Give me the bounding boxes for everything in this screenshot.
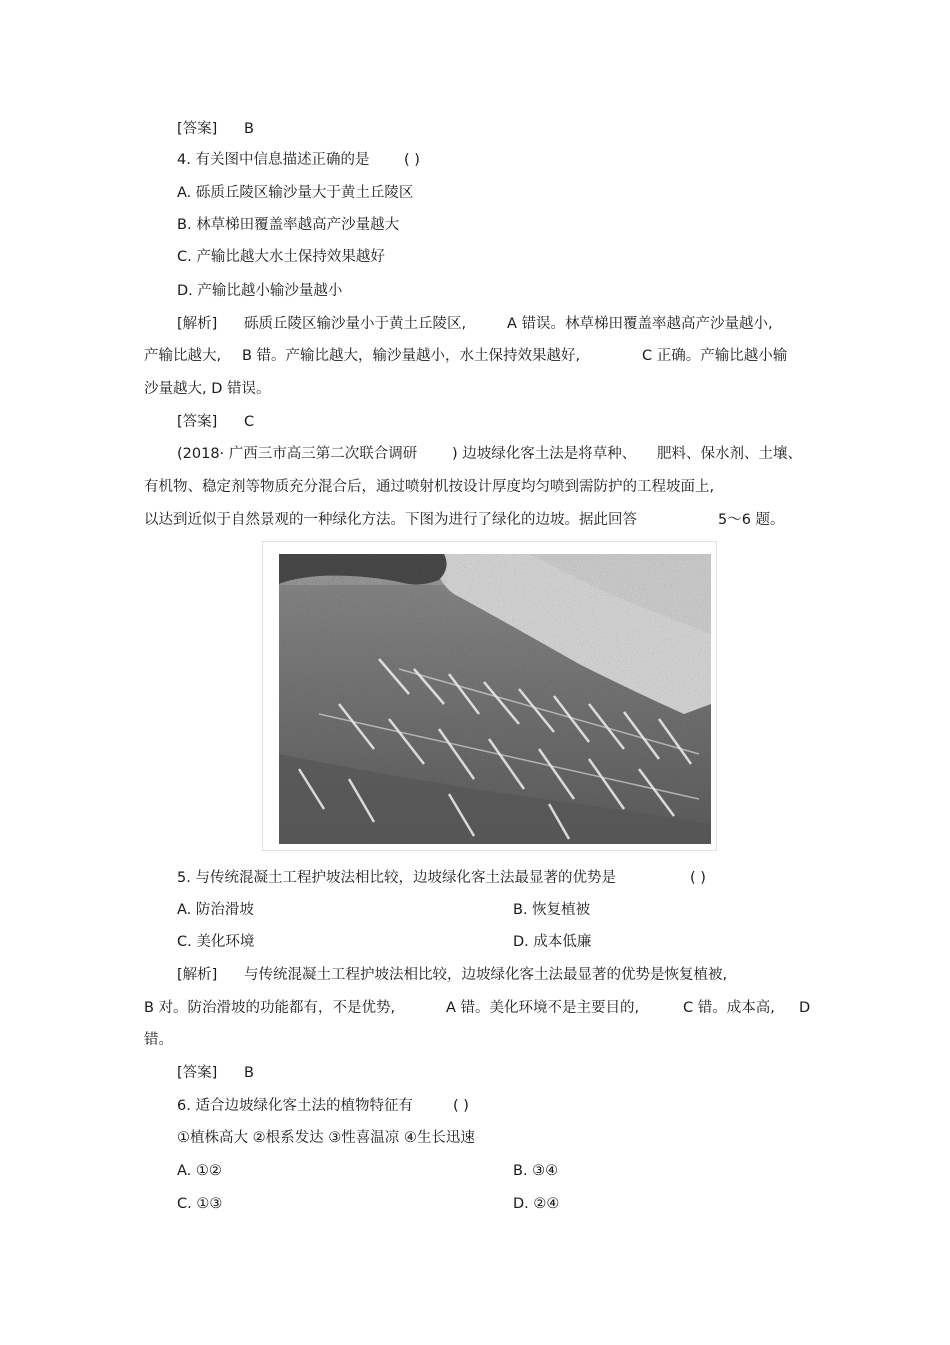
q5-option-c: C. 美化环境 — [177, 934, 255, 950]
q5-option-b: B. 恢复植被 — [513, 902, 591, 918]
slope-figure — [262, 541, 717, 851]
q4-analysis-text: 砾质丘陵区输沙量小于黄土丘陵区, — [244, 316, 467, 332]
answer-label: [答案] — [177, 414, 218, 430]
q6-option-b: B. ③④ — [513, 1163, 559, 1179]
q4-analysis-text: A 错误。林草梯田覆盖率越高产沙量越小, — [507, 316, 773, 332]
q4-option-b: B. 林草梯田覆盖率越高产沙量越大 — [177, 217, 400, 233]
q4-analysis-text: B 错。产输比越大，输沙量越小，水土保持效果越好, — [242, 348, 581, 364]
q6-option-a: A. ①② — [177, 1163, 222, 1179]
q4-analysis-label: [解析] — [177, 316, 218, 332]
passage-text: 5～6 题。 — [718, 512, 785, 528]
q4-analysis-text: C 正确。产输比越小输 — [642, 348, 788, 364]
q4-stem: 4. 有关图中信息描述正确的是 — [177, 152, 370, 168]
q5-analysis-text: B 对。防治滑坡的功能都有，不是优势, — [144, 1000, 396, 1016]
q6-stem: 6. 适合边坡绿化客土法的植物特征有 — [177, 1098, 413, 1114]
passage-text: ) 边坡绿化客土法是将草种、 — [452, 446, 637, 462]
q6-items: ①植株高大 ②根系发达 ③性喜温凉 ④生长迅速 — [177, 1130, 475, 1146]
q4-option-d: D. 产输比越小输沙量越小 — [177, 283, 343, 299]
q5-stem: 5. 与传统混凝土工程护坡法相比较，边坡绿化客土法最显著的优势是 — [177, 870, 616, 886]
q5-analysis-text: A 错。美化环境不是主要目的, — [446, 1000, 640, 1016]
q6-answer-paren: ( ) — [453, 1098, 469, 1114]
q5-answer-paren: ( ) — [690, 870, 706, 886]
q5-option-d: D. 成本低廉 — [513, 934, 592, 950]
q5-analysis-text: 错。 — [144, 1032, 173, 1048]
q6-option-c: C. ①③ — [177, 1196, 223, 1212]
q5-analysis-text: C 错。成本高, — [683, 1000, 775, 1016]
passage-text: 有机物、稳定剂等物质充分混合后，通过喷射机按设计厚度均匀喷到需防护的工程坡面上, — [144, 479, 715, 495]
slope-photo-icon — [279, 554, 711, 844]
answer-value: B — [244, 121, 254, 137]
q4-analysis-text: 产输比越大, — [144, 348, 222, 364]
passage-text: 肥料、保水剂、土壤、 — [657, 446, 802, 462]
passage-text: 以达到近似于自然景观的一种绿化方法。下图为进行了绿化的边坡。据此回答 — [144, 512, 637, 528]
answer-label: [答案] — [177, 1065, 218, 1081]
answer-value: C — [244, 414, 255, 430]
answer-label: [答案] — [177, 121, 218, 137]
passage-text: (2018· 广西三市高三第二次联合调研 — [177, 446, 418, 462]
q4-analysis-text: 沙量越大, D 错误。 — [144, 381, 271, 397]
q6-option-d: D. ②④ — [513, 1196, 560, 1212]
q5-option-a: A. 防治滑坡 — [177, 902, 254, 918]
q5-analysis-label: [解析] — [177, 967, 218, 983]
q5-analysis-text: 与传统混凝土工程护坡法相比较，边坡绿化客土法最显著的优势是恢复植被, — [244, 967, 728, 983]
answer-value: B — [244, 1065, 254, 1081]
q4-answer-paren: ( ) — [404, 152, 420, 168]
q4-option-a: A. 砾质丘陵区输沙量大于黄土丘陵区 — [177, 185, 414, 201]
q4-option-c: C. 产输比越大水土保持效果越好 — [177, 249, 385, 265]
q5-analysis-text: D — [799, 1000, 811, 1016]
